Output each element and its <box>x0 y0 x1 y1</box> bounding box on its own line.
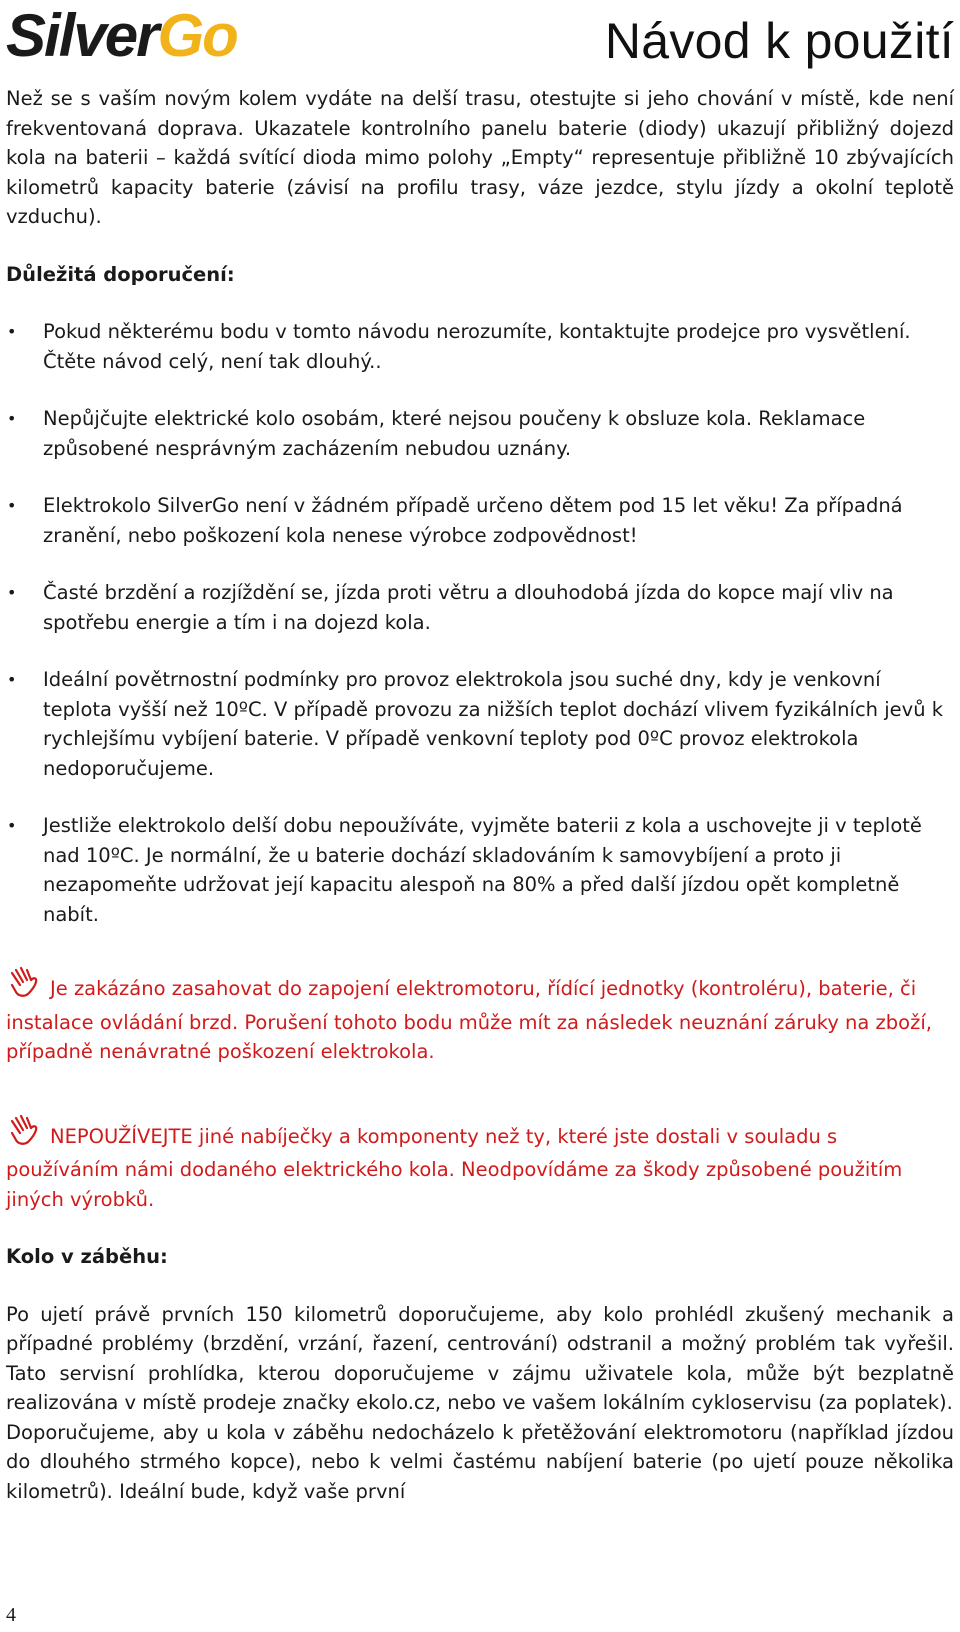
warning-text: Je zakázáno zasahovat do zapojení elektromotoru, řídící jednotky (kontroléru), baterie, či instalace ovládání brzd. Porušení tohoto bodu může mít za následek neuznání záruky na zboží, případně nenávratné poškození elektrokola. <box>6 977 932 1063</box>
bullet-icon: • <box>7 322 17 341</box>
list-item <box>6 811 954 929</box>
list-item-text: Elektrokolo SilverGo není v žádném případě určeno dětem pod 15 let věku! Za případná zranění, nebo poškození kola nenese výrobce zodpovědnost! <box>43 494 903 547</box>
bullet-icon: • <box>7 583 17 602</box>
bullet-icon: • <box>7 409 17 428</box>
warning-text: NEPOUŽÍVEJTE jiné nabíječky a komponenty než ty, které jste dostali v souladu s používáním námi dodaného elektrického kola. Neodpovídáme za škody způsobené použitím jiných výrobků. <box>6 1124 903 1211</box>
document-title: Návod k použití <box>604 13 954 69</box>
list-item-text: Jestliže elektrokolo delší dobu nepoužíváte, vyjměte baterii z kola a uschovejte ji v teplotě nad 10ºC. Je normální, že u baterie dochází skladováním k samovybíjení a proto ji nezapomeňte udržovat její kapacitu alespoň na 80% a před další jízdou opět kompletně nabít. <box>43 814 922 926</box>
silvergo-logo <box>6 4 326 72</box>
page-content <box>6 84 954 1506</box>
bullet-icon: • <box>7 496 17 515</box>
list-item-text: Pokud některému bodu v tomto návodu nerozumíte, kontaktujte prodejce pro vysvětlení. Čtěte návod celý, není tak dlouhý.. <box>43 320 911 373</box>
recommendations-list <box>6 317 954 929</box>
list-item-text: Časté brzdění a rozjíždění se, jízda proti větru a dlouhodobá jízda do kopce mají vliv na spotřebu energie a tím i na dojezd kola. <box>43 581 894 634</box>
list-item <box>6 665 954 783</box>
page-number: 4 <box>6 1604 16 1626</box>
bullet-icon: • <box>7 670 17 689</box>
warning-hand-icon <box>6 965 40 1008</box>
list-item-text: Ideální povětrnostní podmínky pro provoz elektrokola jsou suché dny, kdy je venkovní teplota vyšší než 10ºC. V případě provozu za nižších teplot dochází vlivem fyzikálních jevů k rychlejšímu vybíjení baterie. V případě venkovní teploty pod 0ºC provoz elektrokola nedoporučujeme. <box>43 668 944 780</box>
list-item <box>6 317 954 376</box>
intro-paragraph: Než se s vaším novým kolem vydáte na delší trasu, otestujte si jeho chování v místě, kde není frekventovaná doprava. Ukazatele kontrolního panelu baterie (diody) ukazují přibližný dojezd kola na baterii – každá svítící dioda mimo polohy „Empty“ representuje přibližně 10 zbývajících kilometrů kapacity baterie (závisí na profilu trasy, váze jezdce, stylu jízdy a okolní teplotě vzduchu). <box>6 87 954 228</box>
break-in-heading: Kolo v záběhu: <box>6 1245 168 1268</box>
list-item <box>6 404 954 463</box>
warning-paragraph <box>6 965 954 1067</box>
list-item-text: Nepůjčujte elektrické kolo osobám, které nejsou poučeny k obsluze kola. Reklamace způsobené nesprávným zacházením nebudou uznány. <box>43 407 866 460</box>
break-in-paragraph: Po ujetí právě prvních 150 kilometrů doporučujeme, aby kolo prohlédl zkušený mechanik a případné problémy (brzdění, vrzání, řazení, centrování) odstranil a možný problém tak vyřešil. Tato servisní prohlídka, kterou doporučujeme v zájmu uživatele kola, může být bezplatně realizována v místě prodeje značky ekolo.cz, nebo ve vašem lokálním cykloservisu (za poplatek). <box>6 1302 954 1414</box>
list-item <box>6 578 954 637</box>
bullet-icon: • <box>7 816 17 835</box>
break-in-paragraph-2: Doporučujeme, aby u kola v záběhu nedocházelo k přetěžování elektromotoru (například jízdou do dlouhého strmého kopce), nebo k velmi častému nabíjení baterie (po ujetí pouze několika kilometrů). Ideální bude, když vaše první <box>6 1420 954 1503</box>
warning-hand-icon <box>6 1113 40 1156</box>
warning-paragraph <box>6 1113 954 1215</box>
recommendations-heading: Důležitá doporučení: <box>6 262 235 286</box>
list-item <box>6 491 954 550</box>
page-header <box>0 0 960 84</box>
svg-text:SilverGo: SilverGo <box>6 4 237 68</box>
